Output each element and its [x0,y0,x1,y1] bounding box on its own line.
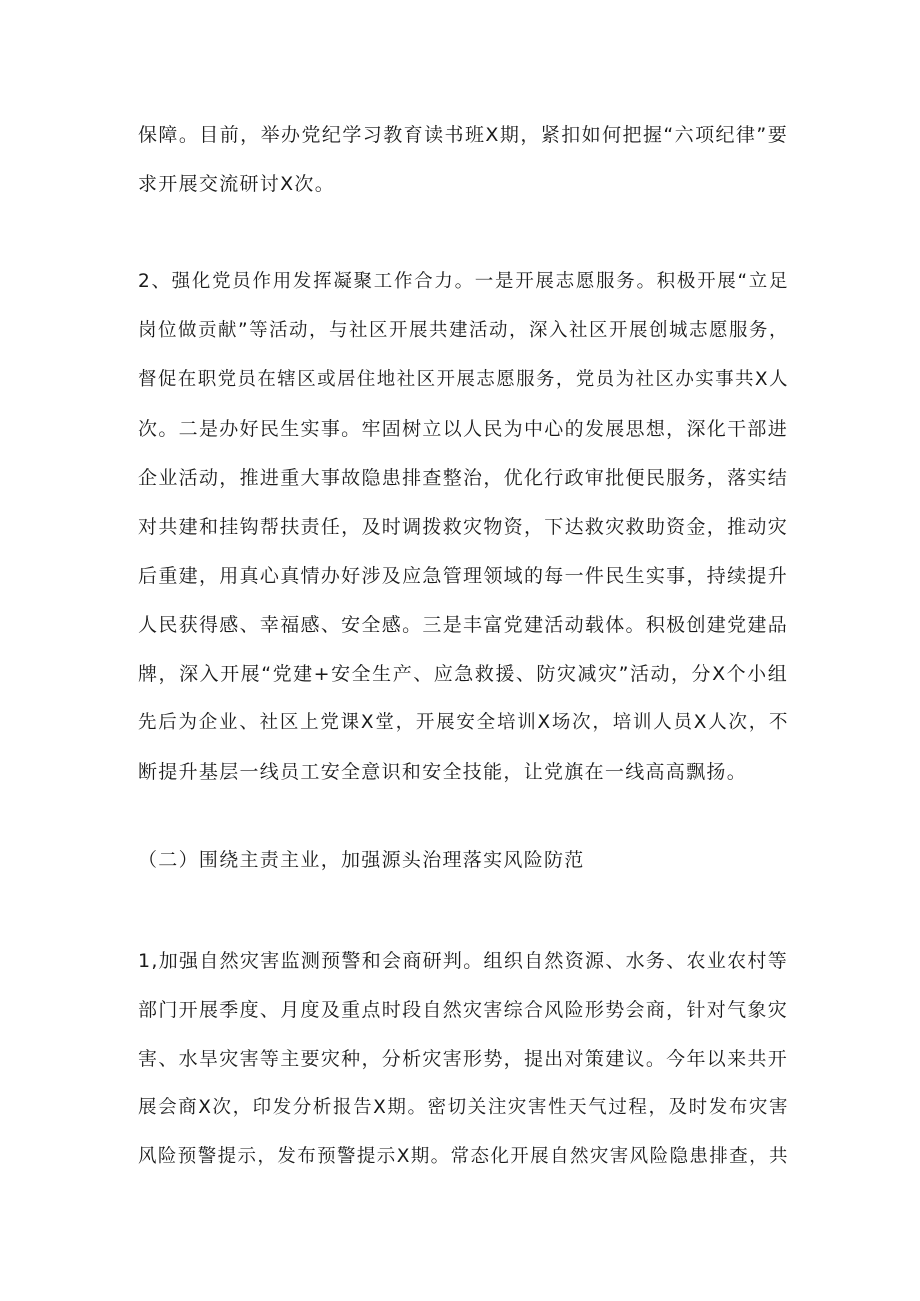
paragraph-3-line-3: 害、水旱灾害等主要灾种，分析灾害形势，提出对策建议。今年以来共开 [138,1048,788,1070]
paragraph-2-line-6: 对共建和挂钩帮扶责任，及时调拨救灾物资，下达救灾救助资金，推动灾 [138,516,788,538]
section-heading: （二）围绕主责主业，加强源头治理落实风险防范 [138,849,585,871]
paragraph-2-line-1: 2、强化党员作用发挥凝聚工作合力。一是开展志愿服务。积极开展“立足 [138,271,788,292]
paragraph-3-line-1: 1,加强自然灾害监测预警和会商研判。组织自然资源、水务、农业农村等 [138,950,788,972]
paragraph-3-line-2: 部门开展季度、月度及重点时段自然灾害综合风险形势会商，针对气象灾 [138,999,788,1021]
paragraph-2-line-9: 牌，深入开展“党建+安全生产、应急救援、防灾减灾”活动，分X个小组 [138,663,788,685]
paragraph-1-line-2: 求开展交流研讨X次。 [138,173,336,195]
paragraph-1-line-1: 保障。目前，举办党纪学习教育读书班X期，紧扣如何把握“六项纪律”要 [138,124,788,146]
paragraph-3-line-5: 风险预警提示，发布预警提示X期。常态化开展自然灾害风险隐患排查，共 [138,1146,788,1167]
paragraph-2-line-7: 后重建，用真心真情办好涉及应急管理领域的每一件民生实事，持续提升 [138,565,788,587]
paragraph-2-line-5: 企业活动，推进重大事故隐患排查整治，优化行政审批便民服务，落实结 [138,467,788,489]
paragraph-2-line-8: 人民获得感、幸福感、安全感。三是丰富党建活动载体。积极创建党建品 [138,614,788,636]
paragraph-3-line-4: 展会商X次，印发分析报告X期。密切关注灾害性天气过程，及时发布灾害 [138,1097,788,1118]
paragraph-2-line-2: 岗位做贡献”等活动，与社区开展共建活动，深入社区开展创城志愿服务， [138,320,788,341]
paragraph-2-line-11: 断提升基层一线员工安全意识和安全技能，让党旗在一线高高飘扬。 [138,761,748,783]
paragraph-2-line-4: 次。二是办好民生实事。牢固树立以人民为中心的发展思想，深化干部进 [138,418,788,440]
paragraph-2-line-3: 督促在职党员在辖区或居住地社区开展志愿服务，党员为社区办实事共X人 [138,369,788,390]
paragraph-2-line-10: 先后为企业、社区上党课X堂，开展安全培训X场次，培训人员X人次，不 [138,712,788,733]
